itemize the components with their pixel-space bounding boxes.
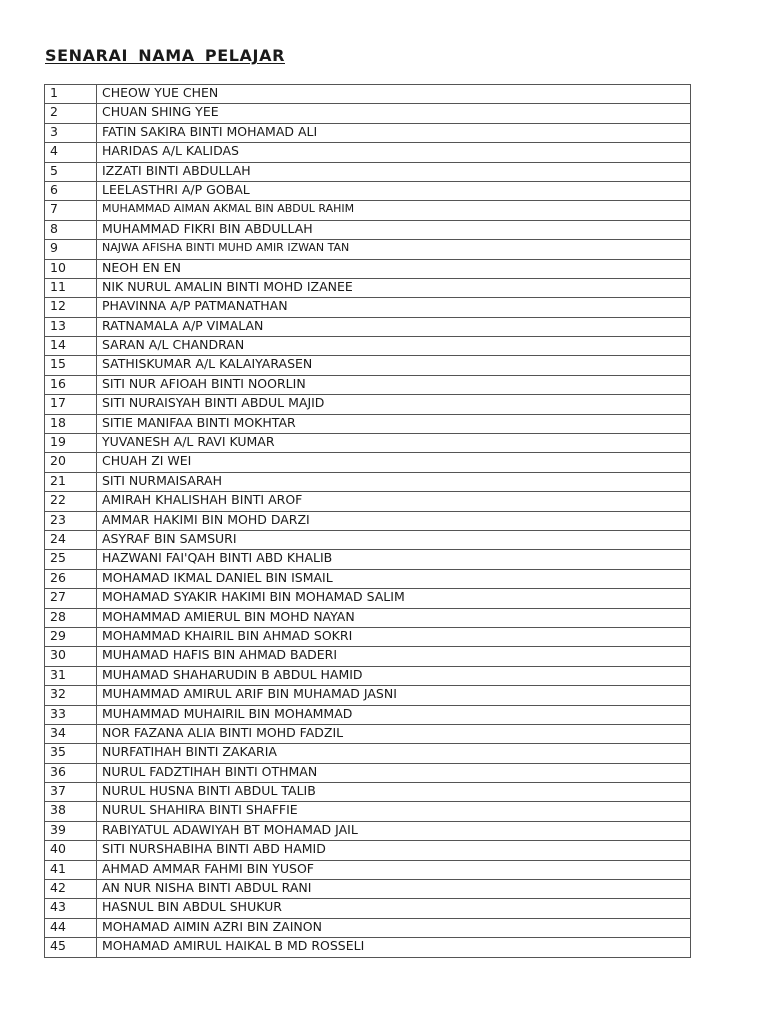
student-number: 8 <box>45 220 97 239</box>
student-row <box>45 492 691 511</box>
student-name: MOHAMAD IKMAL DANIEL BIN ISMAIL <box>97 569 691 588</box>
student-row <box>45 278 691 297</box>
student-name: MOHAMAD AIMIN AZRI BIN ZAINON <box>97 918 691 937</box>
student-number: 16 <box>45 375 97 394</box>
student-number: 32 <box>45 686 97 705</box>
student-name: SITI NURSHABIHA BINTI ABD HAMID <box>97 841 691 860</box>
student-number: 2 <box>45 104 97 123</box>
student-number: 34 <box>45 724 97 743</box>
student-row <box>45 375 691 394</box>
student-number: 5 <box>45 162 97 181</box>
student-number: 29 <box>45 627 97 646</box>
student-name: NOR FAZANA ALIA BINTI MOHD FADZIL <box>97 724 691 743</box>
student-name: NURUL SHAHIRA BINTI SHAFFIE <box>97 802 691 821</box>
student-number: 33 <box>45 705 97 724</box>
student-number: 26 <box>45 569 97 588</box>
student-number: 11 <box>45 278 97 297</box>
student-name: MOHAMAD SYAKIR HAKIMI BIN MOHAMAD SALIM <box>97 589 691 608</box>
student-row <box>45 802 691 821</box>
student-name: MOHAMAD AMIRUL HAIKAL B MD ROSSELI <box>97 938 691 957</box>
student-row <box>45 453 691 472</box>
student-row <box>45 298 691 317</box>
student-number: 36 <box>45 763 97 782</box>
student-number: 24 <box>45 530 97 549</box>
student-name: PHAVINNA A/P PATMANATHAN <box>97 298 691 317</box>
student-name: RATNAMALA A/P VIMALAN <box>97 317 691 336</box>
student-row <box>45 220 691 239</box>
student-number: 42 <box>45 880 97 899</box>
student-name: MUHAMMAD FIKRI BIN ABDULLAH <box>97 220 691 239</box>
student-number: 15 <box>45 356 97 375</box>
student-row <box>45 85 691 104</box>
student-number: 44 <box>45 918 97 937</box>
student-row <box>45 899 691 918</box>
student-number: 39 <box>45 821 97 840</box>
student-row <box>45 143 691 162</box>
student-number: 21 <box>45 472 97 491</box>
student-row <box>45 104 691 123</box>
student-name: MOHAMMAD KHAIRIL BIN AHMAD SOKRI <box>97 627 691 646</box>
student-number: 3 <box>45 123 97 142</box>
student-name: NIK NURUL AMALIN BINTI MOHD IZANEE <box>97 278 691 297</box>
student-number: 7 <box>45 201 97 220</box>
student-name: ASYRAF BIN SAMSURI <box>97 530 691 549</box>
student-number: 43 <box>45 899 97 918</box>
student-number: 25 <box>45 550 97 569</box>
student-name: AMMAR HAKIMI BIN MOHD DARZI <box>97 511 691 530</box>
student-number: 9 <box>45 240 97 259</box>
student-name: MUHAMAD SHAHARUDIN B ABDUL HAMID <box>97 666 691 685</box>
student-row <box>45 356 691 375</box>
student-number: 41 <box>45 860 97 879</box>
student-row <box>45 123 691 142</box>
student-name: CHEOW YUE CHEN <box>97 85 691 104</box>
student-row <box>45 201 691 220</box>
student-name: MUHAMMAD MUHAIRIL BIN MOHAMMAD <box>97 705 691 724</box>
student-name: FATIN SAKIRA BINTI MOHAMAD ALI <box>97 123 691 142</box>
student-number: 10 <box>45 259 97 278</box>
student-row <box>45 414 691 433</box>
student-number: 19 <box>45 434 97 453</box>
student-row <box>45 240 691 259</box>
student-name: NURFATIHAH BINTI ZAKARIA <box>97 744 691 763</box>
student-row <box>45 783 691 802</box>
student-row <box>45 608 691 627</box>
student-number: 27 <box>45 589 97 608</box>
student-row <box>45 589 691 608</box>
student-name: RABIYATUL ADAWIYAH BT MOHAMAD JAIL <box>97 821 691 840</box>
student-number: 22 <box>45 492 97 511</box>
student-name: CHUAH ZI WEI <box>97 453 691 472</box>
student-row <box>45 744 691 763</box>
student-name: NEOH EN EN <box>97 259 691 278</box>
student-number: 6 <box>45 181 97 200</box>
student-name: CHUAN SHING YEE <box>97 104 691 123</box>
student-row <box>45 724 691 743</box>
student-number: 14 <box>45 337 97 356</box>
student-row <box>45 317 691 336</box>
student-name: SATHISKUMAR A/L KALAIYARASEN <box>97 356 691 375</box>
student-row <box>45 395 691 414</box>
student-row <box>45 918 691 937</box>
student-row <box>45 841 691 860</box>
student-number: 23 <box>45 511 97 530</box>
student-name: SITIE MANIFAA BINTI MOKHTAR <box>97 414 691 433</box>
student-row <box>45 434 691 453</box>
student-row <box>45 550 691 569</box>
student-row <box>45 705 691 724</box>
student-name: AHMAD AMMAR FAHMI BIN YUSOF <box>97 860 691 879</box>
student-row <box>45 938 691 957</box>
student-number: 30 <box>45 647 97 666</box>
student-row <box>45 472 691 491</box>
student-name: NURUL HUSNA BINTI ABDUL TALIB <box>97 783 691 802</box>
student-list-table <box>44 84 691 958</box>
student-name: LEELASTHRI A/P GOBAL <box>97 181 691 200</box>
student-number: 45 <box>45 938 97 957</box>
page-title: SENARAI NAMA PELAJAR <box>45 46 285 65</box>
student-row <box>45 666 691 685</box>
student-name: HAZWANI FAI'QAH BINTI ABD KHALIB <box>97 550 691 569</box>
student-row <box>45 821 691 840</box>
student-name: SITI NURAISYAH BINTI ABDUL MAJID <box>97 395 691 414</box>
student-name: HASNUL BIN ABDUL SHUKUR <box>97 899 691 918</box>
student-name: SITI NURMAISARAH <box>97 472 691 491</box>
student-row <box>45 763 691 782</box>
student-number: 37 <box>45 783 97 802</box>
student-number: 18 <box>45 414 97 433</box>
student-row <box>45 259 691 278</box>
student-row <box>45 860 691 879</box>
student-number: 28 <box>45 608 97 627</box>
student-row <box>45 569 691 588</box>
student-number: 13 <box>45 317 97 336</box>
student-row <box>45 530 691 549</box>
student-number: 40 <box>45 841 97 860</box>
student-row <box>45 880 691 899</box>
student-number: 17 <box>45 395 97 414</box>
student-row <box>45 647 691 666</box>
student-number: 20 <box>45 453 97 472</box>
student-name: MUHAMMAD AIMAN AKMAL BIN ABDUL RAHIM <box>97 201 691 220</box>
student-name: HARIDAS A/L KALIDAS <box>97 143 691 162</box>
student-number: 38 <box>45 802 97 821</box>
student-row <box>45 181 691 200</box>
student-list-body <box>45 85 691 958</box>
student-name: YUVANESH A/L RAVI KUMAR <box>97 434 691 453</box>
student-name: NAJWA AFISHA BINTI MUHD AMIR IZWAN TAN <box>97 240 691 259</box>
student-row <box>45 627 691 646</box>
student-number: 1 <box>45 85 97 104</box>
student-name: MUHAMMAD AMIRUL ARIF BIN MUHAMAD JASNI <box>97 686 691 705</box>
student-name: IZZATI BINTI ABDULLAH <box>97 162 691 181</box>
student-row <box>45 686 691 705</box>
student-name: MOHAMMAD AMIERUL BIN MOHD NAYAN <box>97 608 691 627</box>
student-row <box>45 162 691 181</box>
student-name: MUHAMAD HAFIS BIN AHMAD BADERI <box>97 647 691 666</box>
student-row <box>45 337 691 356</box>
student-name: SITI NUR AFIOAH BINTI NOORLIN <box>97 375 691 394</box>
student-row <box>45 511 691 530</box>
student-name: AN NUR NISHA BINTI ABDUL RANI <box>97 880 691 899</box>
student-name: NURUL FADZTIHAH BINTI OTHMAN <box>97 763 691 782</box>
student-number: 4 <box>45 143 97 162</box>
student-name: SARAN A/L CHANDRAN <box>97 337 691 356</box>
student-number: 31 <box>45 666 97 685</box>
student-name: AMIRAH KHALISHAH BINTI AROF <box>97 492 691 511</box>
student-number: 35 <box>45 744 97 763</box>
student-number: 12 <box>45 298 97 317</box>
